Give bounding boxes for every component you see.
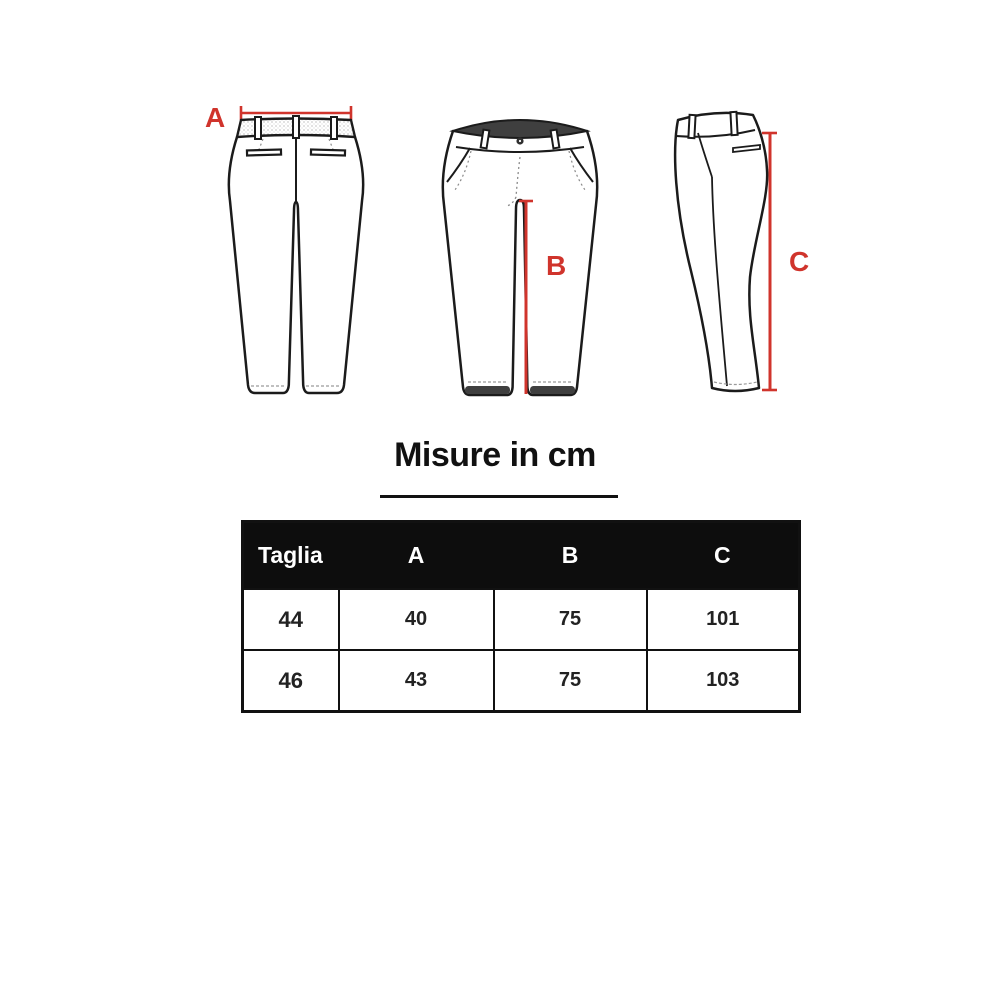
pants-front-view-figure — [430, 85, 610, 405]
measurement-c-label: C — [789, 246, 810, 277]
size-cell-b: 75 — [494, 589, 647, 650]
pants-back-view-illustration — [195, 85, 395, 415]
measurement-b-line — [519, 201, 533, 394]
measurement-c-line — [762, 133, 777, 390]
size-cell-a: 43 — [339, 650, 494, 712]
crease-line — [712, 177, 727, 386]
front-pockets — [447, 148, 593, 190]
hem-stitch — [714, 382, 757, 385]
size-cell-c: 101 — [647, 589, 800, 650]
size-table-header-a: A — [339, 522, 494, 590]
pants-side-view-illustration — [655, 85, 815, 405]
size-table-header-row — [243, 522, 800, 590]
page-title: Misure in cm — [394, 436, 596, 474]
pants-outline — [443, 131, 597, 395]
front-pocket-line — [698, 133, 712, 177]
size-table-header-taglia: Taglia — [243, 522, 339, 590]
size-cell-taglia: 44 — [243, 589, 339, 650]
table-row-size-46 — [243, 650, 800, 712]
size-cell-a: 40 — [339, 589, 494, 650]
hem-dark-fill — [465, 386, 575, 394]
waist-button-center — [519, 140, 521, 142]
measurement-a-label: A — [205, 102, 226, 133]
size-table-header-b: B — [494, 522, 647, 590]
pants-front-view-illustration — [430, 85, 610, 405]
title-underline — [380, 495, 618, 498]
size-table — [241, 520, 801, 713]
table-row-size-44 — [243, 589, 800, 650]
fly-stitch — [507, 157, 520, 206]
size-cell-taglia: 46 — [243, 650, 339, 712]
measurement-b-label: B — [546, 250, 567, 281]
waistband — [456, 147, 584, 152]
back-pocket — [733, 145, 760, 152]
pants-back-view-figure — [195, 85, 395, 415]
pants-side-view-figure — [655, 85, 815, 405]
pants-outline — [675, 113, 767, 391]
waistband-inner-dark — [453, 120, 587, 138]
size-table-header-c: C — [647, 522, 800, 590]
size-cell-c: 103 — [647, 650, 800, 712]
size-cell-b: 75 — [494, 650, 647, 712]
